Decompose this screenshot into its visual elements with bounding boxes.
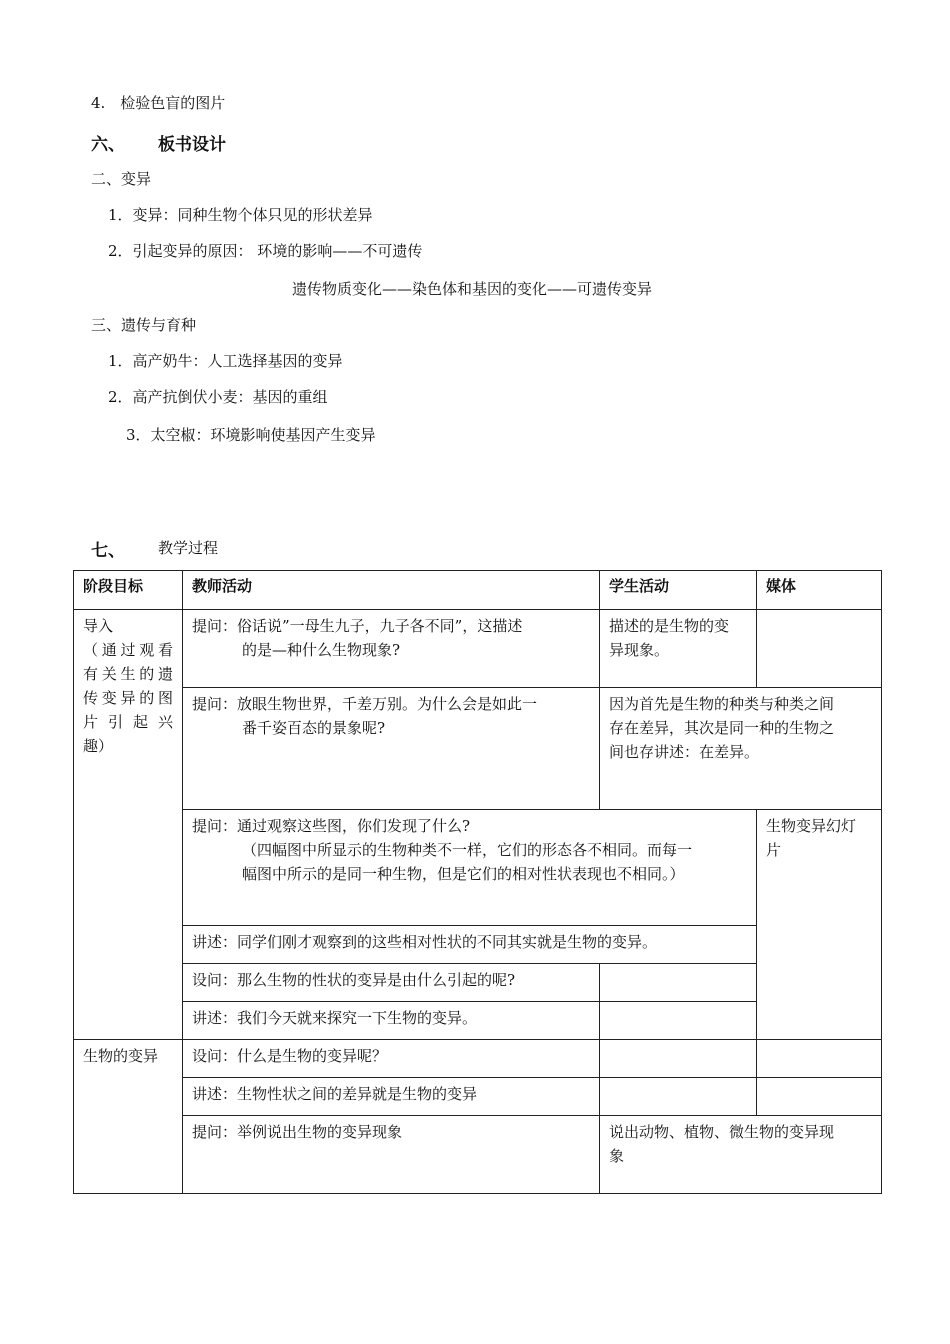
subsection-2-heading: 二、变异 [91,170,152,188]
student-activity-cell [600,610,757,688]
list-item-4: 4. 检验色盲的图片 [91,94,226,112]
stage-intro-line: 片引起兴 [83,713,173,731]
teacher-line: 提问：通过观察这些图，你们发现了什么? [192,817,471,835]
subsection-3-heading: 三、遗传与育种 [91,316,197,334]
student-activity-cell [600,1116,882,1194]
header-student-activity: 学生活动 [600,571,757,610]
teacher-activity-cell: 提问：举例说出生物的变异现象 [183,1116,600,1194]
student-activity-cell [600,964,757,1002]
subsection-2-item-2-continuation: 遗传物质变化——染色体和基因的变化——可遗传变异 [292,280,653,298]
stage-intro-line: 趣） [83,737,114,755]
student-line: 异现象。 [609,641,670,659]
teacher-line: 的是—种什么生物现象? [242,641,401,659]
table-row [74,810,882,926]
student-activity-cell [600,688,882,810]
student-line: 间也存讲述：在差异。 [609,743,760,761]
teacher-line: 提问：俗话说”一母生九子，九子各不同”，这描述 [192,617,523,635]
stage-intro-line: 有关生的遗 [83,665,173,683]
media-cell [757,610,882,688]
subsection-2-item-2: 2．引起变异的原因： 环境的影响——不可遗传 [108,242,423,260]
table-row [74,1078,882,1116]
student-activity-cell [600,1002,757,1040]
section-6-number: 六、 [91,135,125,155]
teacher-activity-cell: 讲述：同学们刚才观察到的这些相对性状的不同其实就是生物的变异。 [183,926,757,964]
student-line: 存在差异，其次是同一种的生物之 [609,719,835,737]
section-6-title: 板书设计 [158,135,226,155]
media-line: 片 [766,841,782,859]
teacher-activity-cell [183,810,757,926]
stage-variation-cell: 生物的变异 [74,1040,183,1194]
table-header-row [74,571,882,610]
section-7-title: 教学过程 [158,539,219,557]
teacher-line: （四幅图中所显示的生物种类不一样，它们的形态各不相同。而每一 [242,841,693,859]
table-row [74,1040,882,1078]
stage-intro-line: 传变异的图 [83,689,173,707]
section-7-number: 七、 [91,541,125,561]
teacher-activity-cell [183,688,600,810]
teacher-line: 幅图中所示的是同一种生物，但是它们的相对性状表现也不相同。） [242,865,685,883]
header-media: 媒体 [757,571,882,610]
table-row [74,1116,882,1194]
student-line: 因为首先是生物的种类与种类之间 [609,695,835,713]
stage-intro-cell [74,610,183,1040]
student-line: 说出动物、植物、微生物的变异现 [609,1123,835,1141]
header-teacher-activity: 教师活动 [183,571,600,610]
stage-intro-line: （通过观看 [83,641,173,659]
media-cell [757,1040,882,1078]
student-activity-cell [600,1078,757,1116]
table-row [74,610,882,688]
student-line: 象 [609,1147,625,1165]
teacher-activity-cell: 设问：什么是生物的变异呢？ [183,1040,600,1078]
teacher-activity-cell: 讲述：生物性状之间的差异就是生物的变异 [183,1078,600,1116]
subsection-3-item-2: 2．高产抗倒伏小麦：基因的重组 [108,388,328,406]
teacher-activity-cell: 设问：那么生物的性状的变异是由什么引起的呢? [183,964,600,1002]
stage-intro-line: 导入 [83,617,114,635]
student-line: 描述的是生物的变 [609,617,730,635]
media-line: 生物变异幻灯 [766,817,857,835]
media-cell [757,810,882,1040]
subsection-3-item-1: 1．高产奶牛：人工选择基因的变异 [108,352,343,370]
media-cell [757,1078,882,1116]
teacher-line: 番千姿百态的景象呢? [242,719,386,737]
teacher-line: 提问：放眼生物世界，千差万别。为什么会是如此一 [192,695,538,713]
table-row [74,688,882,810]
student-activity-cell [600,1040,757,1078]
teaching-process-table [73,570,882,1194]
subsection-3-item-3: 3．太空椒：环境影响使基因产生变异 [126,426,376,444]
teacher-activity-cell [183,610,600,688]
subsection-2-item-1: 1．变异：同种生物个体只见的形状差异 [108,206,373,224]
teacher-activity-cell: 讲述：我们今天就来探究一下生物的变异。 [183,1002,600,1040]
header-stage-goal: 阶段目标 [74,571,183,610]
